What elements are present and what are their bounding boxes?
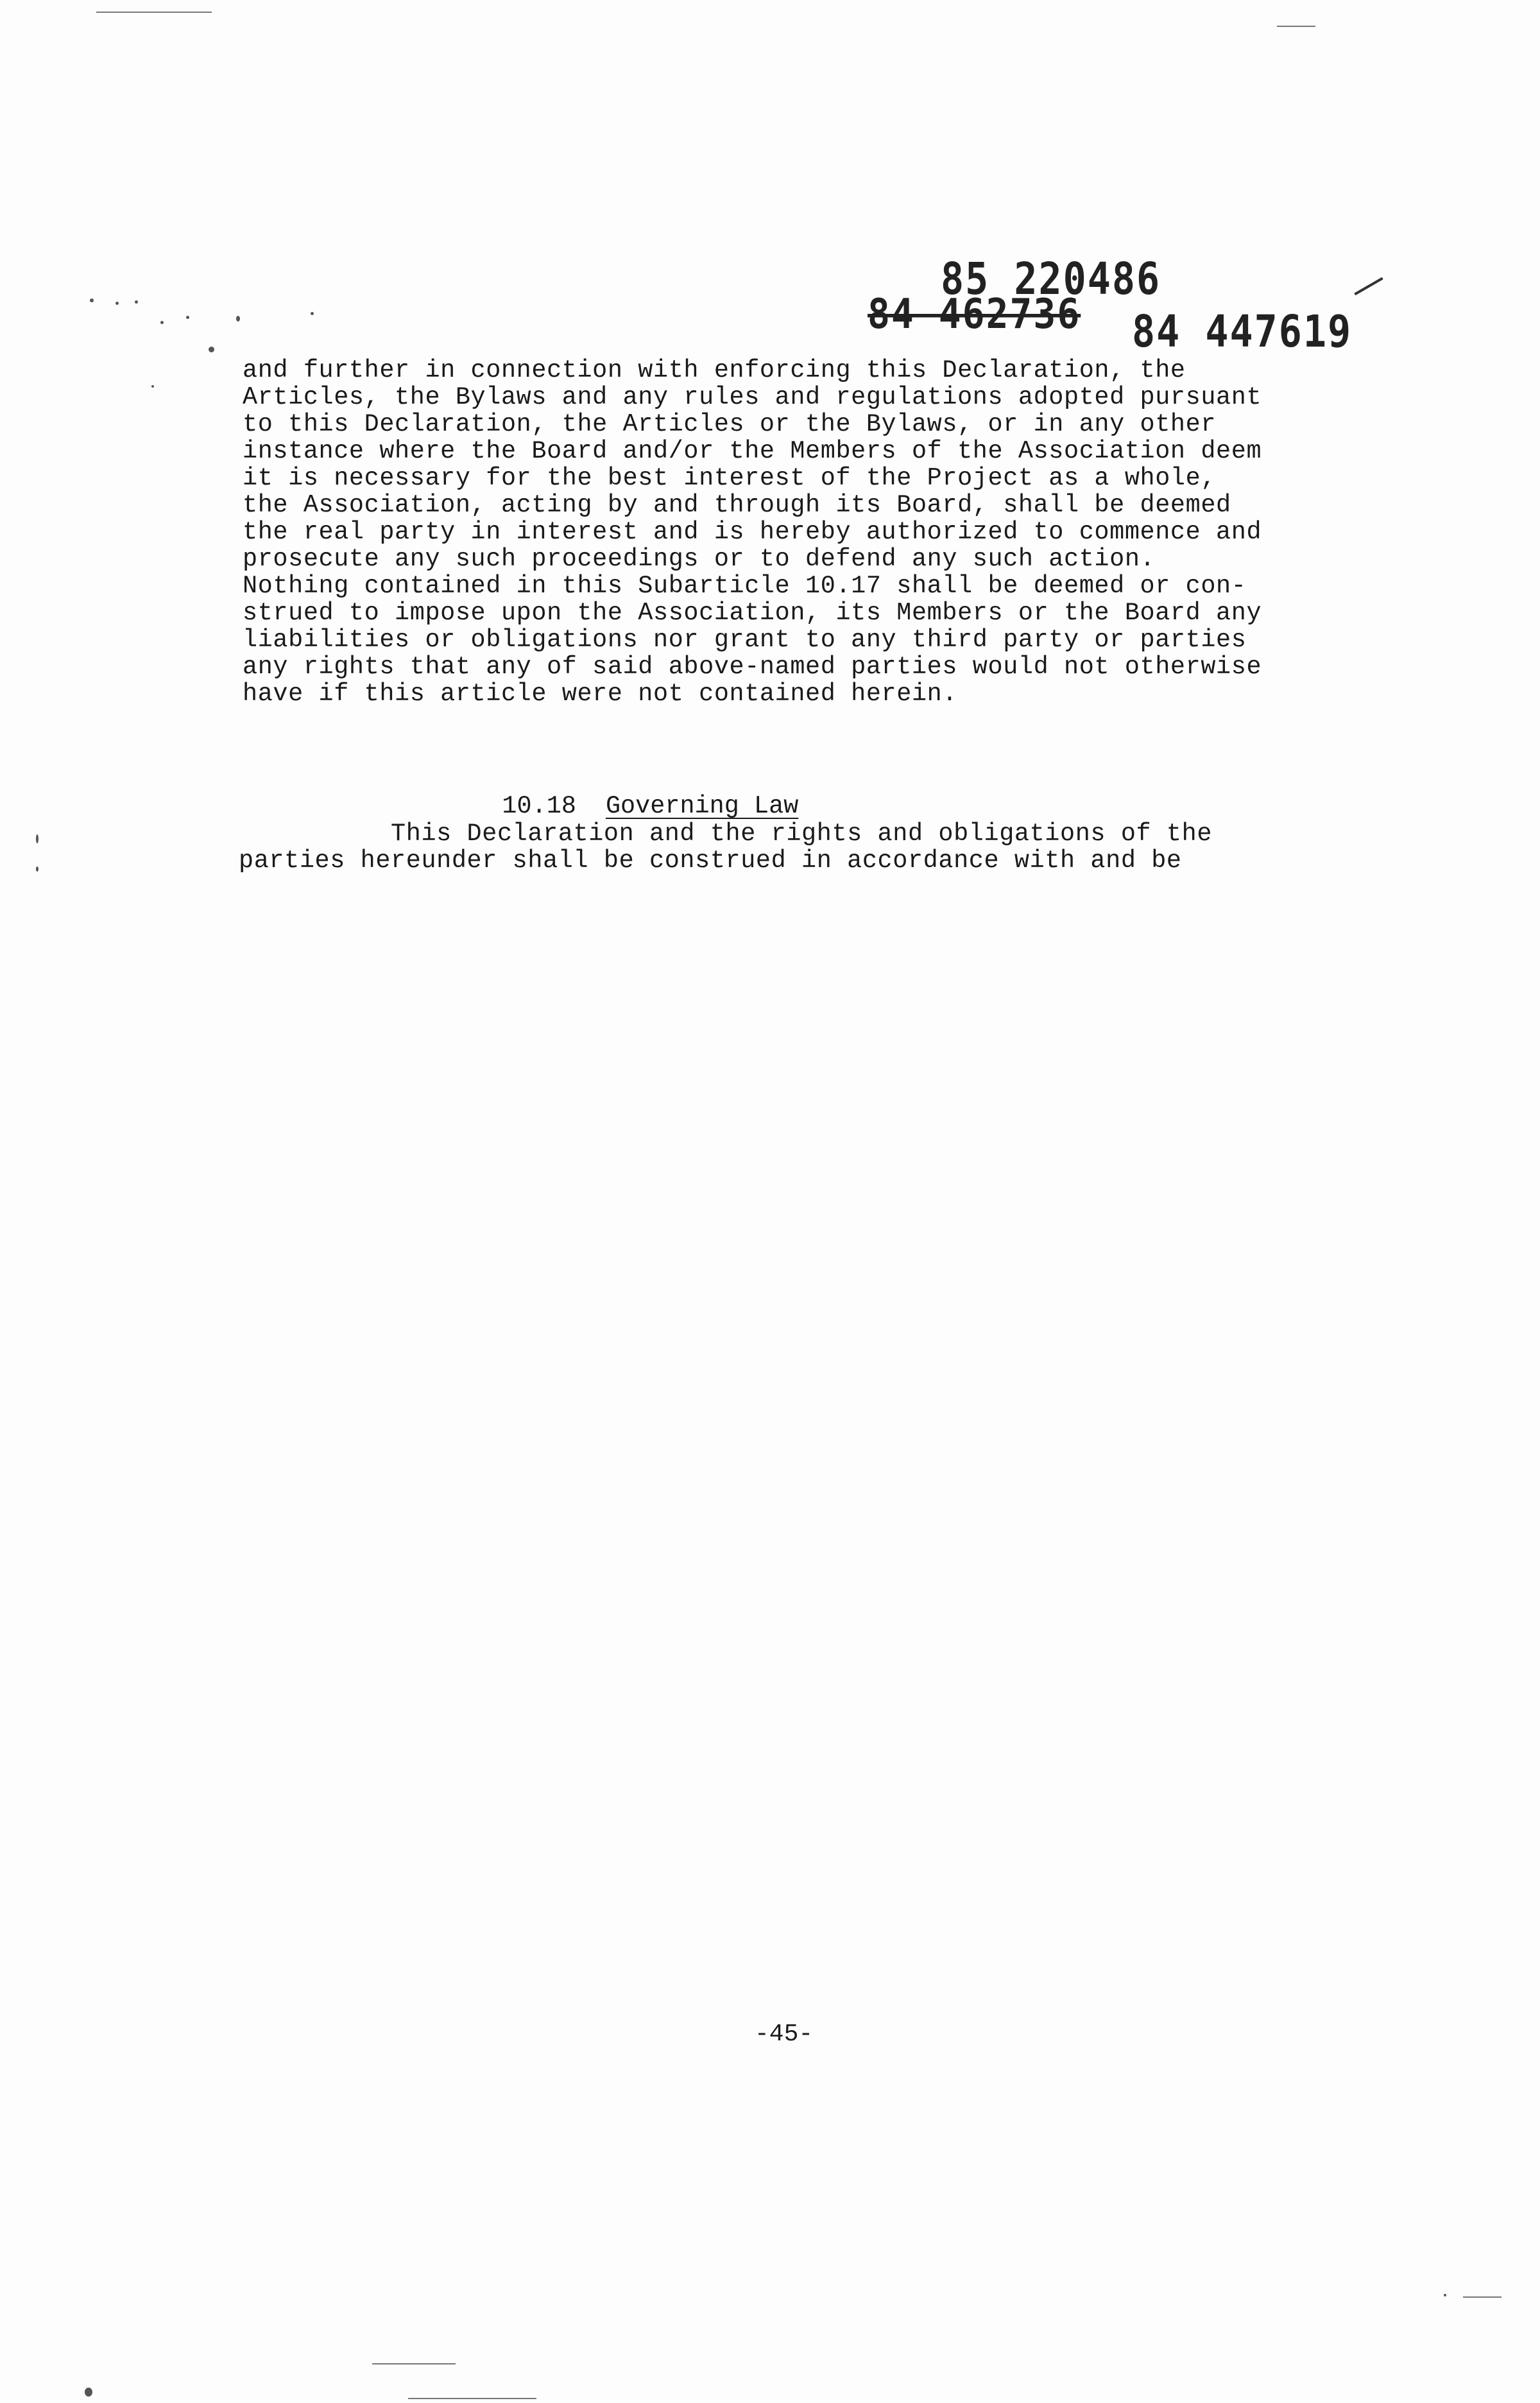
scan-artifact-dot: [1444, 2294, 1446, 2296]
text-line: Nothing contained in this Subarticle 10.17 shall be deemed or con-: [243, 572, 1247, 600]
section-title: Governing Law: [605, 792, 799, 820]
scan-artifact-dot: [151, 385, 154, 388]
text-line: Articles, the Bylaws and any rules and regulations adopted pursuant: [243, 383, 1262, 411]
recording-number-new: 84 447619: [1132, 306, 1353, 358]
text-line: parties hereunder shall be construed in accordance with and be: [239, 847, 1182, 875]
scan-artifact-dot: [36, 866, 38, 872]
text-line: it is necessary for the best interest of the Project as a whole,: [243, 464, 1217, 492]
scan-artifact-dot: [36, 834, 38, 843]
text-line: any rights that any of said above-named parties would not otherwise: [243, 653, 1262, 681]
scan-artifact-line: [408, 2398, 536, 2399]
scan-artifact-line: [96, 12, 212, 13]
text-line: and further in connection with enforcing this Declaration, the: [243, 356, 1186, 384]
text-line: strued to impose upon the Association, its Members or the Board any: [243, 599, 1262, 627]
text-line: instance where the Board and/or the Members of the Association deem: [243, 437, 1262, 465]
scan-artifact-line: [1463, 2296, 1502, 2298]
text-line: the Association, acting by and through its Board, shall be deemed: [243, 491, 1231, 519]
paragraph-continuation: [243, 357, 1391, 707]
scan-artifact-dot: [236, 316, 240, 322]
scan-artifact-dot: [209, 347, 214, 352]
text-line: liabilities or obligations nor grant to any third party or parties: [243, 626, 1247, 654]
page-number: -45-: [755, 2020, 814, 2048]
scan-artifact-dot: [135, 300, 138, 304]
text-line: This Declaration and the rights and obligations of the: [239, 820, 1213, 848]
scan-artifact-dot: [116, 302, 119, 305]
scan-artifact-line: [372, 2363, 456, 2364]
text-line: the real party in interest and is hereby authorized to commence and: [243, 518, 1262, 546]
section-number: 10.18: [502, 792, 576, 820]
scan-artifact-dot: [311, 312, 314, 315]
pen-mark: [1354, 277, 1383, 295]
text-line: have if this article were not contained herein.: [243, 680, 958, 708]
scan-artifact-dot: [186, 316, 189, 319]
recording-number-struck: 84 462736: [868, 289, 1081, 338]
recording-number-top: 85 220486: [941, 253, 1161, 306]
scan-artifact-dot: [90, 298, 94, 302]
text-line: to this Declaration, the Articles or the Bylaws, or in any other: [243, 410, 1217, 438]
scan-artifact-dot: [85, 2388, 92, 2397]
scan-artifact-line: [1277, 26, 1315, 27]
paragraph-governing-law: [239, 820, 1387, 874]
scan-artifact-dot: [160, 321, 164, 324]
text-line: prosecute any such proceedings or to defend any such action.: [243, 545, 1156, 573]
